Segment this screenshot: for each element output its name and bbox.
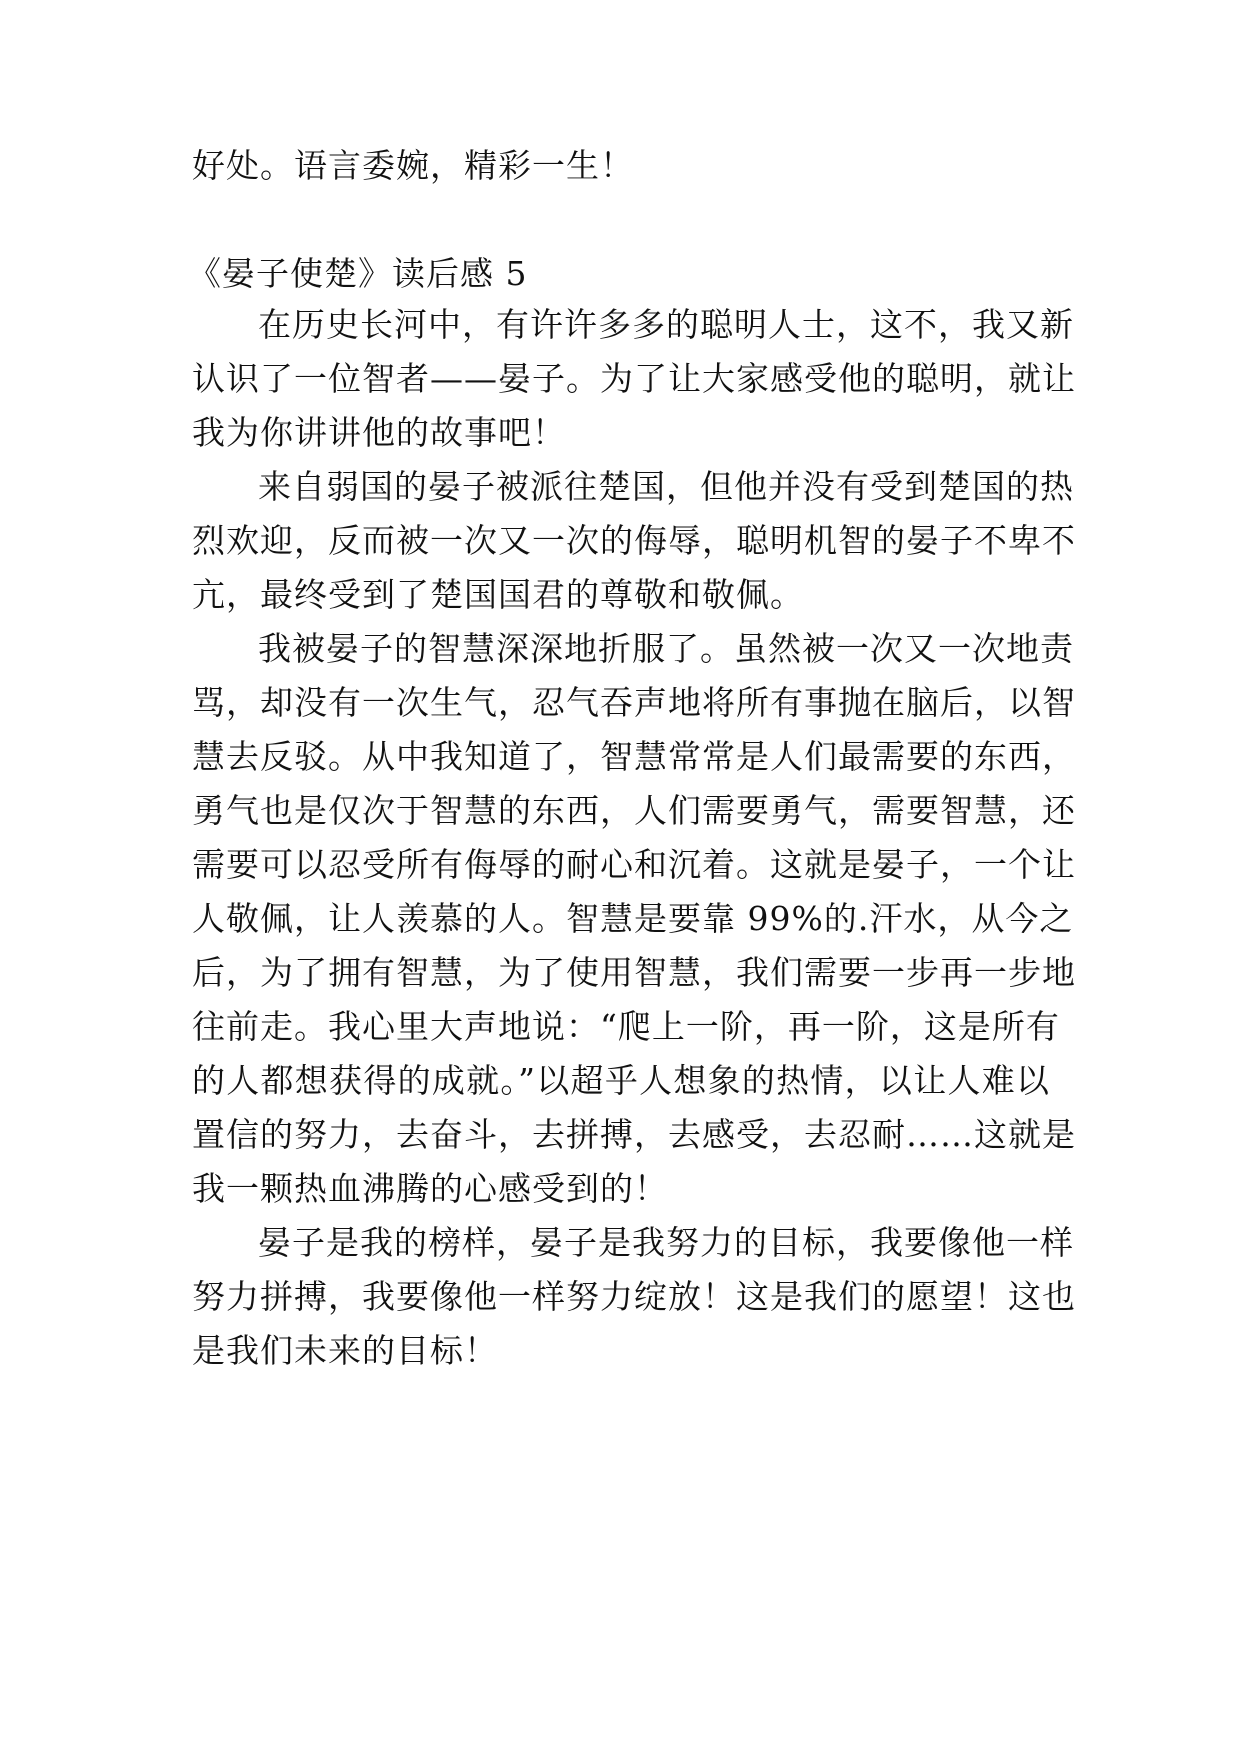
paragraph-3-line-6: 人敬佩，让人羡慕的人。智慧是要靠 99%的.汗水，从今之: [192, 899, 1074, 938]
paragraph-4-line-3: 是我们未来的目标！: [192, 1331, 498, 1370]
paragraph-3-line-1: 我被晏子的智慧深深地折服了。虽然被一次又一次地责: [258, 629, 1074, 668]
paragraph-3-line-4: 勇气也是仅次于智慧的东西，人们需要勇气，需要智慧，还: [192, 791, 1076, 830]
paragraph-1-line-2: 认识了一位智者——晏子。为了让大家感受他的聪明，就让: [192, 359, 1076, 398]
paragraph-3-line-5: 需要可以忍受所有侮辱的耐心和沉着。这就是晏子，一个让: [192, 845, 1076, 884]
paragraph-1-line-1: 在历史长河中，有许许多多的聪明人士，这不，我又新: [258, 305, 1074, 344]
paragraph-1-line-3: 我为你讲讲他的故事吧！: [192, 413, 566, 452]
paragraph-4-line-1: 晏子是我的榜样，晏子是我努力的目标，我要像他一样: [258, 1223, 1074, 1262]
paragraph-3-line-8: 往前走。我心里大声地说：“爬上一阶，再一阶，这是所有: [192, 1007, 1060, 1046]
paragraph-3-line-11: 我一颗热血沸腾的心感受到的！: [192, 1169, 668, 1208]
section-title: 《晏子使楚》读后感 5: [188, 254, 528, 293]
previous-section-tail: 好处。语言委婉，精彩一生！: [192, 146, 634, 185]
paragraph-3-line-7: 后，为了拥有智慧，为了使用智慧，我们需要一步再一步地: [192, 953, 1076, 992]
paragraph-3-line-10: 置信的努力，去奋斗，去拼搏，去感受，去忍耐……这就是: [192, 1115, 1076, 1154]
paragraph-3-line-2: 骂，却没有一次生气，忍气吞声地将所有事抛在脑后，以智: [192, 683, 1076, 722]
paragraph-4-line-2: 努力拼搏，我要像他一样努力绽放！这是我们的愿望！这也: [192, 1277, 1076, 1316]
paragraph-2-line-1: 来自弱国的晏子被派往楚国，但他并没有受到楚国的热: [258, 467, 1074, 506]
paragraph-3-line-3: 慧去反驳。从中我知道了，智慧常常是人们最需要的东西，: [192, 737, 1076, 776]
paragraph-3-line-9: 的人都想获得的成就。”以超乎人想象的热情，以让人难以: [192, 1061, 1050, 1100]
paragraph-2-line-2: 烈欢迎，反而被一次又一次的侮辱，聪明机智的晏子不卑不: [192, 521, 1076, 560]
paragraph-2-line-3: 亢，最终受到了楚国国君的尊敬和敬佩。: [192, 575, 804, 614]
